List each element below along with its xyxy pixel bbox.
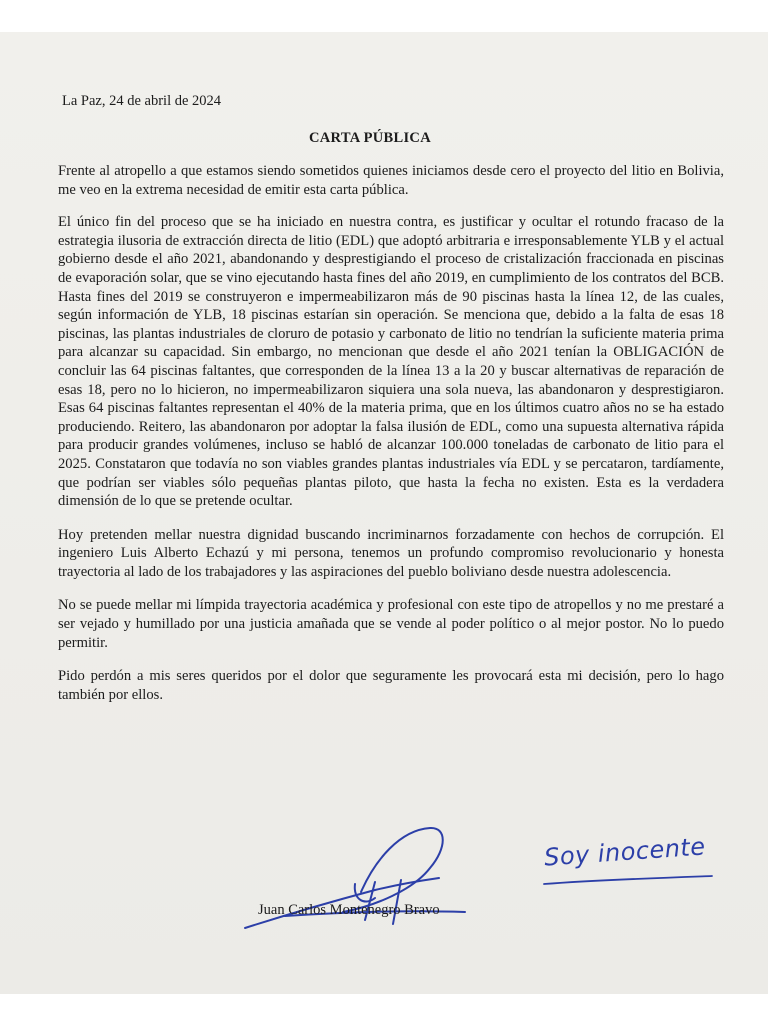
signature-name: Juan Carlos Montenegro Bravo	[258, 902, 440, 918]
handwritten-note: Soy inocente	[543, 832, 707, 872]
letter-date: La Paz, 24 de abril de 2024	[62, 93, 222, 109]
letter-sheet	[0, 32, 768, 994]
paragraph-1: Frente al atropello a que estamos siendo sometidos quienes iniciamos desde cero el proyecto del litio en Bolivia, me veo en la extrema necesidad de emitir esta carta pública.	[58, 163, 724, 198]
letter-title: CARTA PÚBLICA	[309, 130, 431, 146]
paragraph-5: Pido perdón a mis seres queridos por el dolor que seguramente les provocará esta mi decisión, pero lo hago también por ellos.	[58, 668, 724, 703]
paragraph-4: No se puede mellar mi límpida trayectoria académica y profesional con este tipo de atropellos y no me prestaré a ser vejado y humillado por una justicia amañada que se vende al poder político o al mejor postor. No lo puedo permitir.	[58, 597, 724, 651]
letter-body	[58, 162, 724, 719]
handwritten-signature	[225, 820, 485, 940]
paragraph-2: El único fin del proceso que se ha iniciado en nuestra contra, es justificar y ocultar el rotundo fracaso de la estrategia ilusoria de extracción directa de litio (EDL) que adoptó arbitraria e irresponsablemente YLB y el actual gobierno desde el año 2021, abandonando y desprestigiando el proceso de cristalización fraccionada en piscinas de evaporación solar, que se vino ejecutando hasta fines del año 2019, en cumplimiento de los contratos del BCB. Hasta fines del 2019 se construyeron e impermeabilizaron más de 90 piscinas hasta la línea 12, de las cuales, según información de YLB, 18 piscinas estarían sin operación. Se menciona que, debido a la falta de esas 18 piscinas, las plantas industriales de cloruro de potasio y carbonato de litio no tendrían la suficiente materia prima para alcanzar su capacidad. Sin embargo, no mencionan que desde el año 2021 tenían la OBLIGACIÓN de concluir las 64 piscinas faltantes, que corresponden de la línea 13 a la 20 y buscar alternativas de reparación de esas 18, pero no lo hicieron, no impermeabilizaron siquiera una sola nueva, las abandonaron y desprestigiaron. Esas 64 piscinas faltantes representan el 40% de la materia prima, que en los últimos cuatro años no se ha estado produciendo. Reitero, las abandonaron por adoptar la falsa ilusión de EDL, como una supuesta alternativa rápida para producir grandes volúmenes, incluso se habló de alcanzar 100.000 toneladas de carbonato de litio para el 2025. Constataron que todavía no son viables grandes plantas industriales vía EDL y se percataron, tardíamente, que podrían ser viables sólo pequeñas plantas piloto, que hasta la fecha no existen. Esta es la verdadera dimensión de lo que se pretende ocultar.	[58, 214, 724, 510]
paragraph-3: Hoy pretenden mellar nuestra dignidad buscando incriminarnos forzadamente con hechos de corrupción. El ingeniero Luis Alberto Echazú y mi persona, tenemos un profundo compromiso revolucionario y honesta trayectoria al lado de los trabajadores y las aspiraciones del pueblo boliviano desde nuestra adolescencia.	[58, 526, 724, 580]
